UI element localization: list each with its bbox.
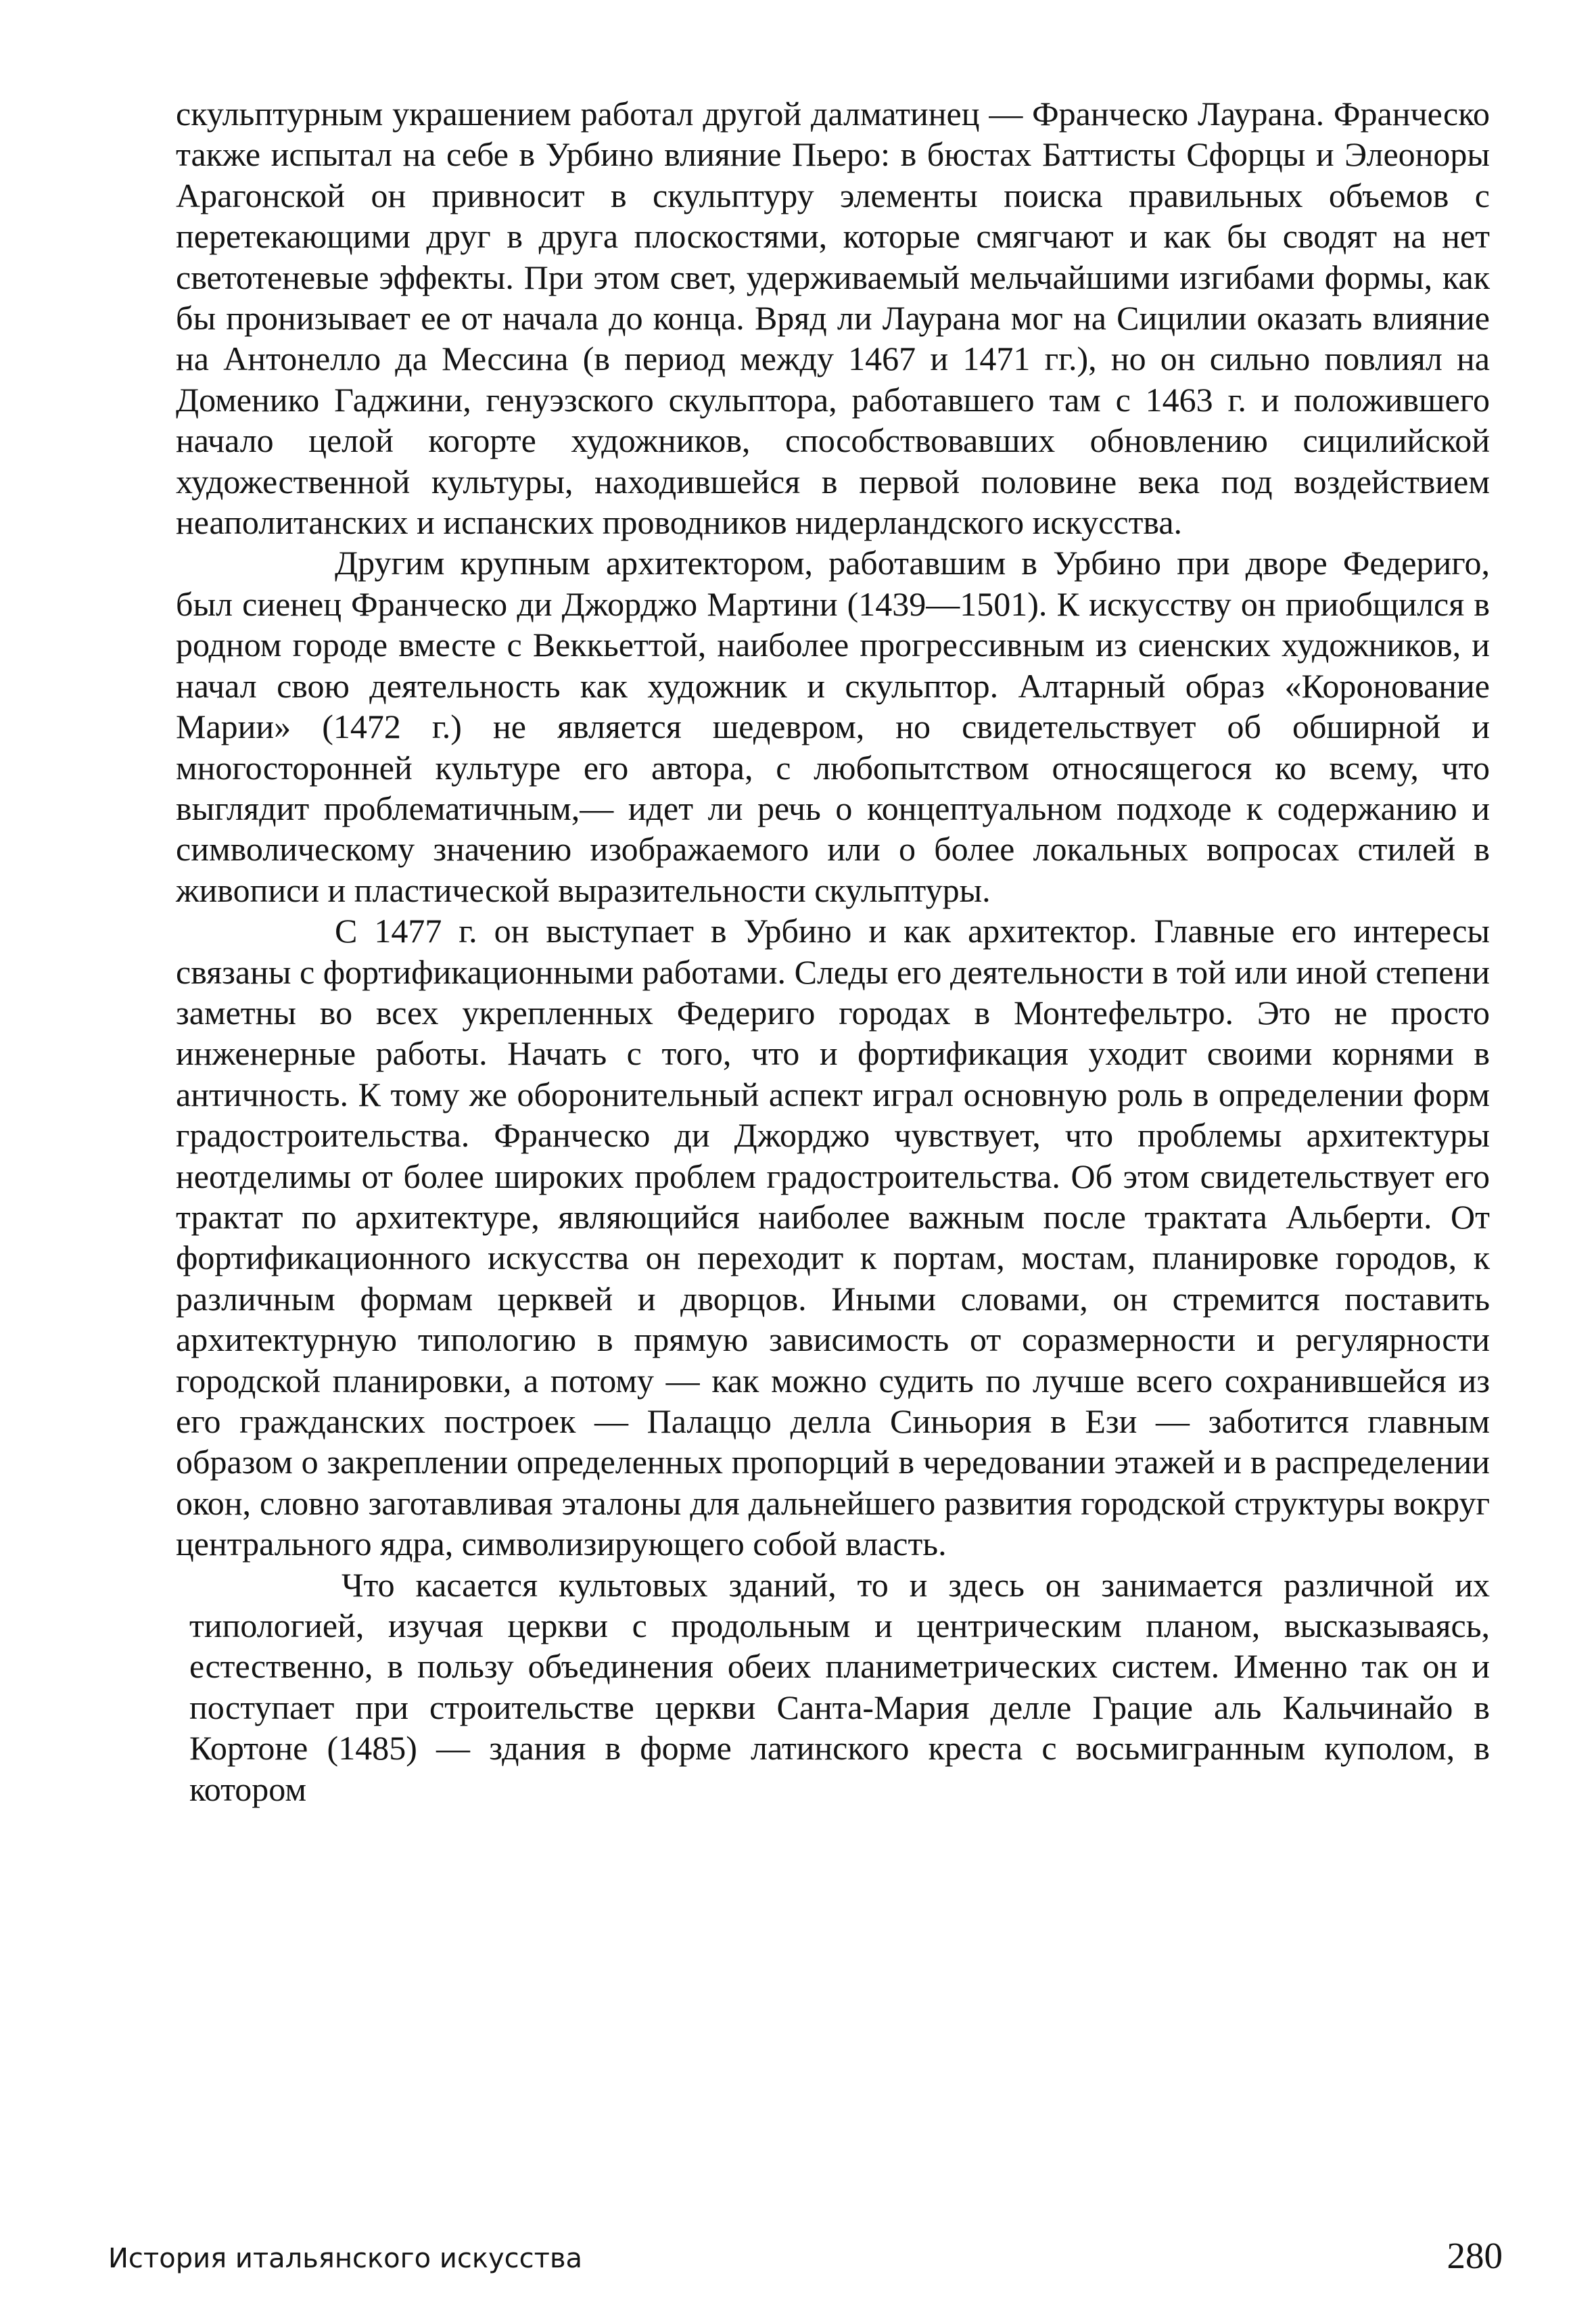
body-paragraph: Что касается культовых зданий, то и здесь он занимается различной их типологией, изучая церкви с продольным и центрическим планом, высказываясь, естественно, в пользу объединения обеих планиметрических систем. Именно так он и поступает при строительстве церкви Санта-Мария делле Грацие аль Кальчинайо в Кортоне (1485) — здания в форме латинского креста с восьмигранным куполом, в котором [189,1565,1490,1808]
body-paragraph: Другим крупным архитектором, работавшим в Урбино при дворе Федериго, был сиенец Франческо ди Джорджо Мартини (1439—1501). К искусству он приобщился в родном городе вместе с Веккьеттой, наиболее прогрессивным из сиенских художников, и начал свою деятельность как художник и скульптор. Алтарный образ «Коронование Марии» (1472 г.) не является шедевром, но свидетельствует об обширной и многосторонней культуре его автора, с любопытством относящегося ко всему, что выглядит проблематичным,— идет ли речь о концептуальном подходе к содержанию и символическому значению изображаемого или о более локальных вопросах стилей в живописи и пластической выразительности скульптуры. [176,544,1490,909]
page-number: 280 [1447,2235,1503,2276]
page-body [176,93,1490,1809]
body-paragraph: скульптурным украшением работал другой далматинец — Франческо Лаурана. Франческо также испытал на себе в Урбино влияние Пьеро: в бюстах Баттисты Сфорцы и Элеоноры Арагонской он привносит в скульптуру элементы поиска правильных объемов с перетекающими друг в друга плоскостями, которые смягчают и как бы сводят на нет светотеневые эффекты. При этом свет, удерживаемый мельчайшими изгибами формы, как бы пронизывает ее от начала до конца. Вряд ли Лаурана мог на Сицилии оказать влияние на Антонелло да Мессина (в период между 1467 и 1471 гг.), но он сильно повлиял на Доменико Гаджини, генуэзского скульптора, работавшего там с 1463 г. и положившего начало целой когорте художников, способствовавших обновлению сицилийской художественной культуры, находившейся в первой половине века под воздействием неаполитанских и испанских проводников нидерландского искусства. [176,95,1490,542]
body-paragraph: С 1477 г. он выступает в Урбино и как архитектор. Главные его интересы связаны с фортификационными работами. Следы его деятельности в той или иной степени заметны во всех укрепленных Федериго городах в Монтефельтро. Это не просто инженерные работы. Начать с того, что и фортификация уходит своими корнями в античность. К тому же оборонительный аспект играл основную роль в определении форм градостроительства. Франческо ди Джорджо чувствует, что проблемы архитектуры неотделимы от более широких проблем градостроительства. Об этом свидетельствует его трактат по архитектуре, являющийся наиболее важным после трактата Альберти. От фортификационного искусства он переходит к портам, мостам, планировке городов, к различным формам церквей и дворцов. Иными словами, он стремится поставить архитектурную типологию в прямую зависимость от соразмерности и регулярности городской планировки, а потому — как можно судить по лучше всего сохранившейся из его гражданских построек — Палаццо делла Синьория в Ези — заботится главным образом о закреплении определенных пропорций в чередовании этажей и в распределении окон, словно заготавливая эталоны для дальнейшего развития городской структуры вокруг центрального ядра, символизирующего собой власть. [176,912,1490,1563]
running-footer-title: История итальянского искусства [108,2243,583,2274]
